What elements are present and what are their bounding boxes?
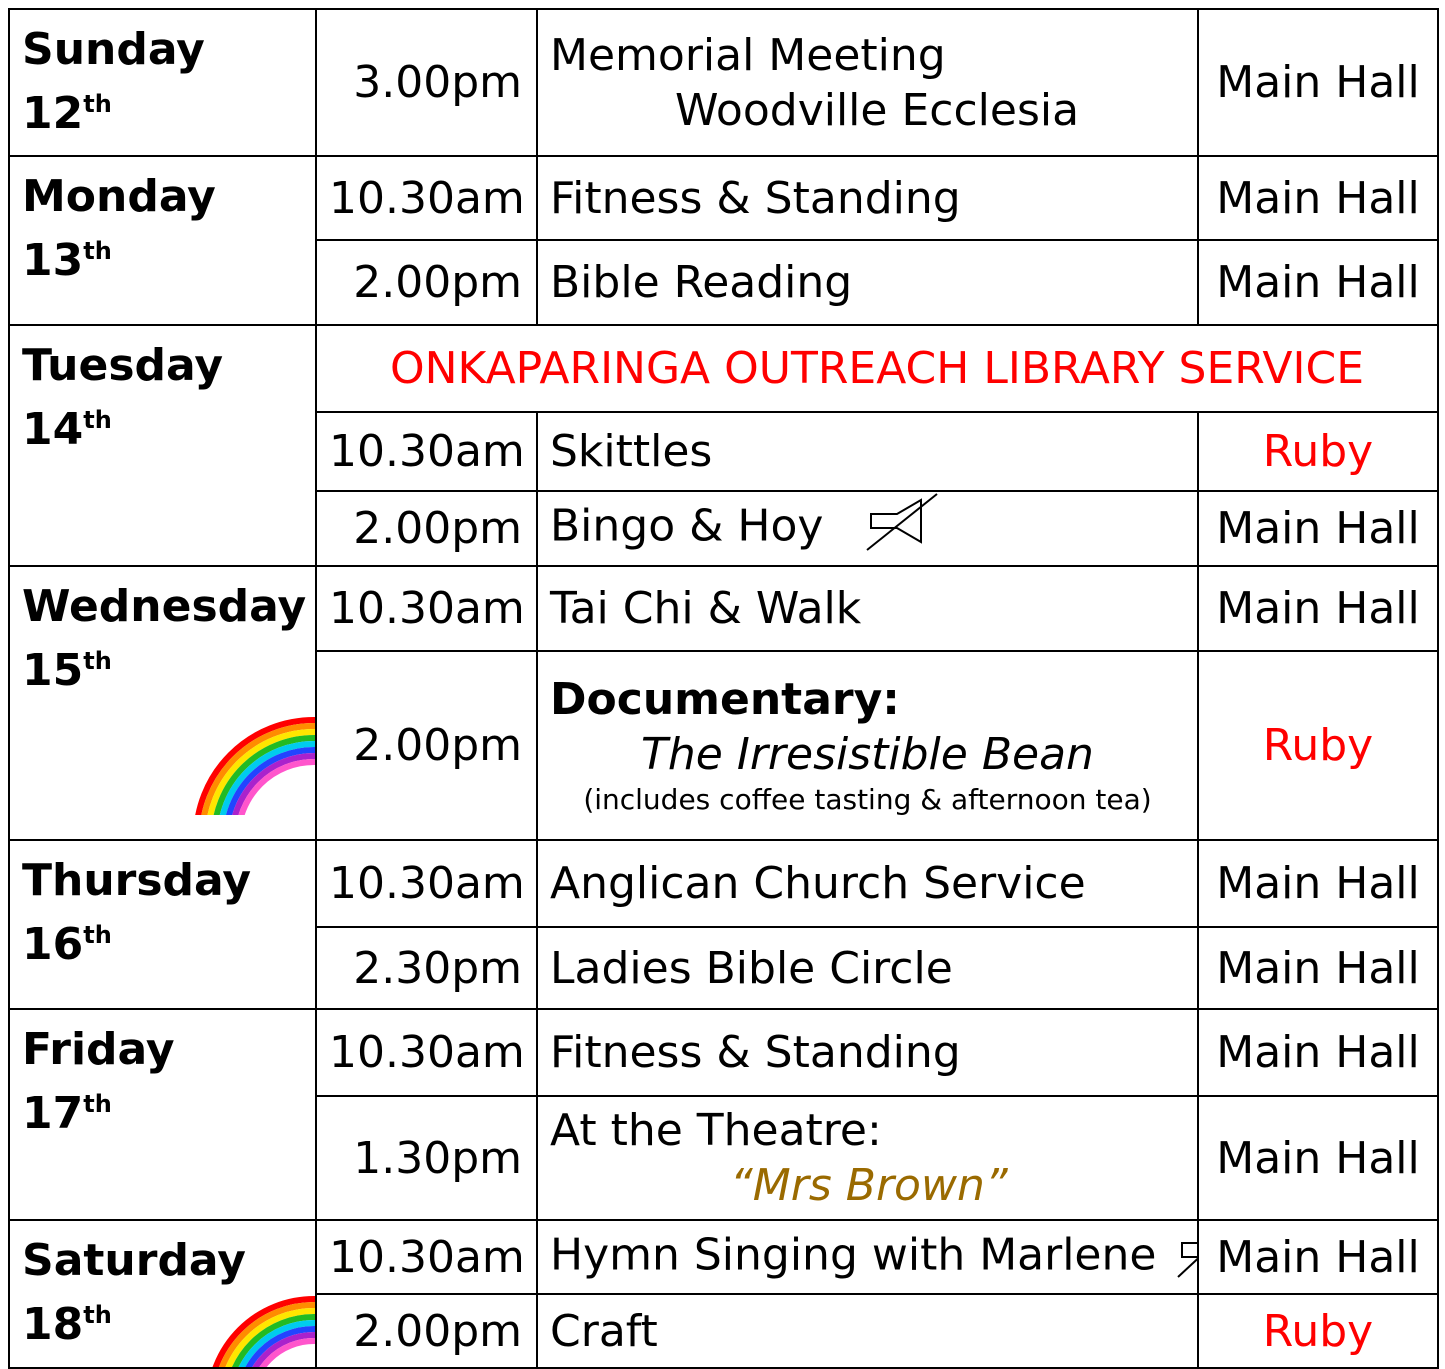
day-name: Sunday: [22, 24, 205, 75]
day-name: Saturday: [22, 1235, 246, 1286]
day-date: 13th: [22, 234, 112, 286]
event-location: Main Hall: [1198, 9, 1438, 156]
library-service-banner: ONKAPARINGA OUTREACH LIBRARY SERVICE: [316, 325, 1438, 412]
event-activity: [537, 1096, 1198, 1220]
event-activity: Craft: [537, 1294, 1198, 1368]
schedule-row: [9, 325, 1438, 412]
event-activity: Skittles: [537, 412, 1198, 491]
event-time: 10.30am: [316, 412, 537, 491]
day-name: Friday: [22, 1024, 175, 1075]
muted-speaker-icon: [1174, 1223, 1198, 1292]
schedule-row: [9, 9, 1438, 156]
schedule-row: [9, 566, 1438, 651]
event-time: 3.00pm: [316, 9, 537, 156]
day-cell-monday: [9, 156, 316, 325]
theatre-film-title: “Mrs Brown”: [730, 1160, 1008, 1211]
day-date: 17th: [22, 1087, 112, 1139]
documentary-note: (includes coffee tasting & afternoon tea): [583, 783, 1152, 817]
documentary-film-title: The Irresistible Bean: [641, 729, 1094, 781]
event-time: 2.00pm: [316, 491, 537, 566]
event-activity: Anglican Church Service: [537, 840, 1198, 927]
event-location: Main Hall: [1198, 240, 1438, 325]
day-date: 18th: [22, 1298, 112, 1350]
schedule-row: [9, 1009, 1438, 1096]
event-time: 1.30pm: [316, 1096, 537, 1220]
event-time: 10.30am: [316, 840, 537, 927]
event-time: 2.00pm: [316, 1294, 537, 1368]
event-location: Main Hall: [1198, 840, 1438, 927]
day-cell-thursday: [9, 840, 316, 1009]
event-location: Main Hall: [1198, 566, 1438, 651]
muted-speaker-icon: [859, 492, 941, 565]
day-name: Wednesday: [22, 581, 307, 632]
activity-label: Bingo & Hoy: [550, 500, 824, 552]
event-activity: Fitness & Standing: [537, 156, 1198, 240]
event-activity: Ladies Bible Circle: [537, 927, 1198, 1009]
day-date: 15th: [22, 644, 112, 696]
event-activity: [537, 1220, 1198, 1294]
activity-line-1: At the Theatre:: [550, 1105, 882, 1156]
event-activity: Bible Reading: [537, 240, 1198, 325]
activity-line-1: Memorial Meeting: [550, 29, 946, 81]
event-location: Main Hall: [1198, 1220, 1438, 1294]
event-location: Main Hall: [1198, 491, 1438, 566]
event-activity: [537, 9, 1198, 156]
event-location: Ruby: [1198, 412, 1438, 491]
event-location: Main Hall: [1198, 156, 1438, 240]
documentary-heading: Documentary:: [550, 674, 900, 726]
event-activity: Tai Chi & Walk: [537, 566, 1198, 651]
rainbow-icon: [190, 714, 315, 815]
event-location: Main Hall: [1198, 1009, 1438, 1096]
event-time: 2.30pm: [316, 927, 537, 1009]
day-cell-wednesday: [9, 566, 316, 840]
day-cell-friday: [9, 1009, 316, 1220]
event-time: 10.30am: [316, 156, 537, 240]
schedule-row: [9, 156, 1438, 240]
event-time: 10.30am: [316, 1009, 537, 1096]
event-location: Ruby: [1198, 1294, 1438, 1368]
day-date: 14th: [22, 403, 112, 455]
day-name: Monday: [22, 171, 216, 222]
event-location: Ruby: [1198, 651, 1438, 840]
day-date: 16th: [22, 918, 112, 970]
day-cell-sunday: [9, 9, 316, 156]
event-time: 10.30am: [316, 1220, 537, 1294]
day-cell-saturday: [9, 1220, 316, 1368]
day-name: Tuesday: [22, 340, 224, 391]
day-date: 12th: [22, 87, 112, 139]
day-name: Thursday: [22, 855, 252, 906]
event-time: 2.00pm: [316, 240, 537, 325]
activity-line-2: Woodville Ecclesia: [675, 84, 1080, 136]
event-time: 10.30am: [316, 566, 537, 651]
rainbow-icon: [203, 1293, 315, 1368]
event-activity: Fitness & Standing: [537, 1009, 1198, 1096]
event-activity: [537, 651, 1198, 840]
event-activity: [537, 491, 1198, 566]
activity-label: Hymn Singing with Marlene: [550, 1229, 1157, 1280]
day-cell-tuesday: [9, 325, 316, 566]
weekly-schedule-table: [8, 8, 1439, 1369]
schedule-row: [9, 840, 1438, 927]
schedule-row: [9, 1220, 1438, 1294]
event-time: 2.00pm: [316, 651, 537, 840]
event-location: Main Hall: [1198, 1096, 1438, 1220]
event-location: Main Hall: [1198, 927, 1438, 1009]
